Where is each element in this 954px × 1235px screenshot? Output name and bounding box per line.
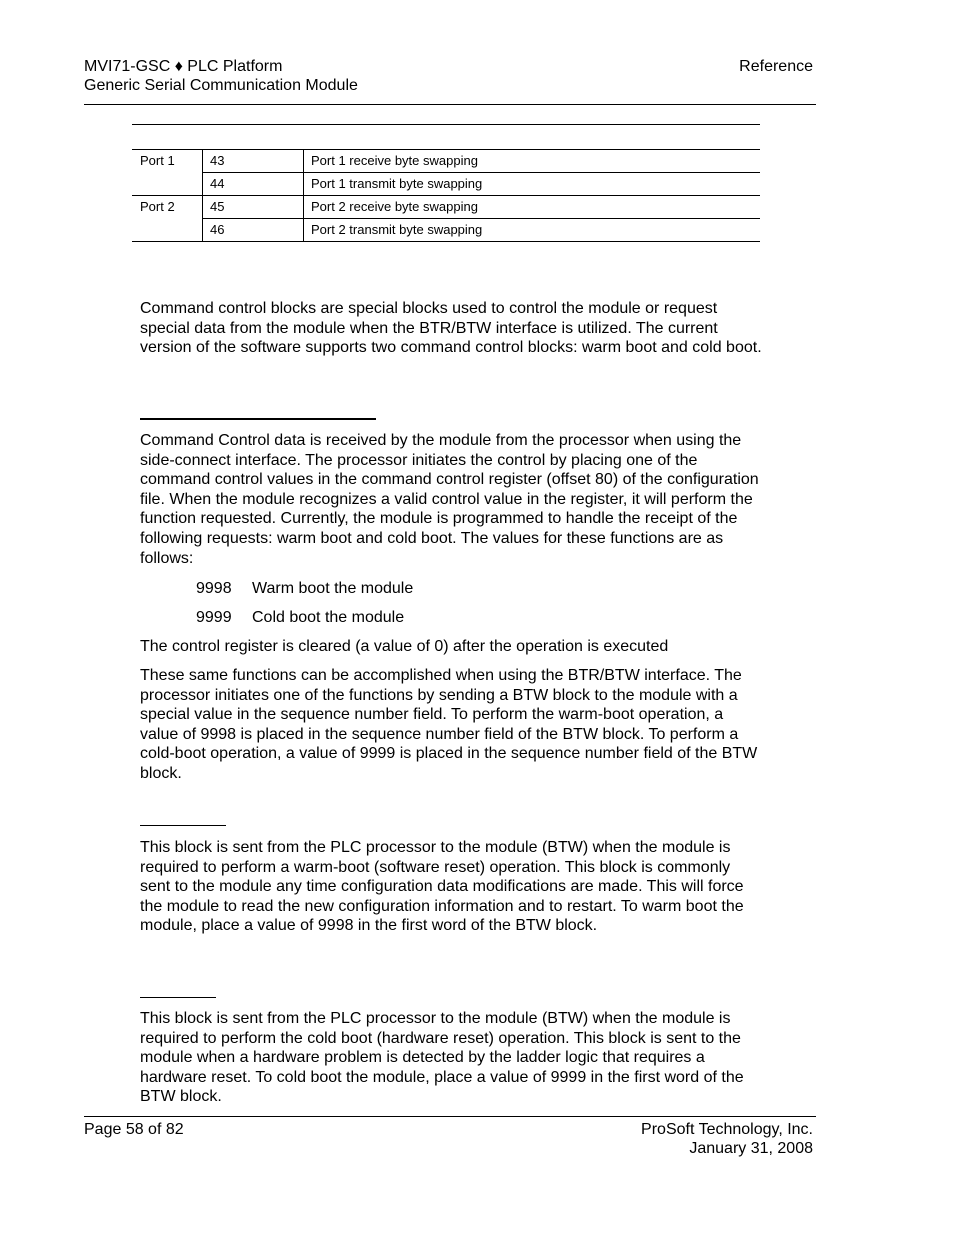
command-control-paragraph: Command Control data is received by the module from the processor when using the side-connect interface. The processor initiates the control by placing one of the command control values in the command control register (offset 80) of the configuration file. When the module recognizes a valid control value in the register, it will perform the function requested. Currently, the module is programmed to handle the receipt of the following requests: warm boot and cold boot. The values for these functions are as follows: [140,432,759,567]
offset-cell: 45 [210,199,225,214]
btw-paragraph: These same functions can be accomplished when using the BTR/BTW interface. The processor initiates one of the functions by sending a BTW block to the module with a special value in the sequence number field. To perform the warm-boot operation, a value of 9998 is placed in the sequence number field of the BTW block. To perform a cold-boot operation, a value of 9999 is placed in the sequence number field of the BTW block. [140,667,758,782]
description-cell: Port 2 receive byte swapping [311,199,478,214]
header-subtitle: Generic Serial Communication Module [84,77,358,94]
cold-boot-label: Cold boot the module [252,609,405,626]
header-title: MVI71-GSC ♦ PLC Platform [84,58,283,75]
heading-rule [140,418,376,420]
description-cell: Port 2 transmit byte swapping [311,222,483,237]
byte-swap-table [132,124,760,242]
table-bottom-rule [132,241,760,242]
column-divider [202,149,203,242]
warm-boot-code: 9998 [196,580,232,597]
port-cell: Port 2 [140,199,175,214]
table-row [132,196,760,219]
table-row [132,173,760,196]
intro-paragraph: Command control blocks are special blocks used to control the module or request special data from the module when the BTR/BTW interface is utilized. The current version of the software supports two command control blocks: warm boot and cold boot. [140,300,762,357]
table-top-rule [132,124,760,125]
port-cell: Port 1 [140,153,175,168]
cold-boot-code: 9999 [196,609,232,626]
warm-boot-label: Warm boot the module [252,580,414,597]
column-divider [303,149,304,242]
table-row [132,219,760,242]
cleared-paragraph: The control register is cleared (a value of 0) after the operation is executed [140,638,669,655]
table-row [132,150,760,173]
description-cell: Port 1 transmit byte swapping [311,176,483,191]
footer-rule [84,1116,816,1117]
footer-company: ProSoft Technology, Inc. [641,1121,813,1138]
header-section: Reference [739,58,813,75]
warm-boot-paragraph: This block is sent from the PLC processor to the module (BTW) when the module is required to perform a warm-boot (software reset) operation. This block is commonly sent to the module any time configuration data modifications are made. This will force the module to read the new configuration information and to restart. To warm boot the module, place a value of 9998 in the first word of the BTW block. [140,839,744,935]
header-rule [84,104,816,105]
description-cell: Port 1 receive byte swapping [311,153,478,168]
offset-cell: 44 [210,176,225,191]
footer-date: January 31, 2008 [689,1140,813,1157]
offset-cell: 43 [210,153,225,168]
cold-boot-paragraph: This block is sent from the PLC processor to the module (BTW) when the module is required to perform the cold boot (hardware reset) operation. This block is sent to the module when a hardware problem is detected by the ladder logic that requires a hardware reset. To cold boot the module, place a value of 9999 in the first word of the BTW block. [140,1010,744,1106]
cold-boot-heading-rule [140,997,216,998]
offset-cell: 46 [210,222,225,237]
page-number: Page 58 of 82 [84,1121,184,1138]
warm-boot-heading-rule [140,825,226,826]
